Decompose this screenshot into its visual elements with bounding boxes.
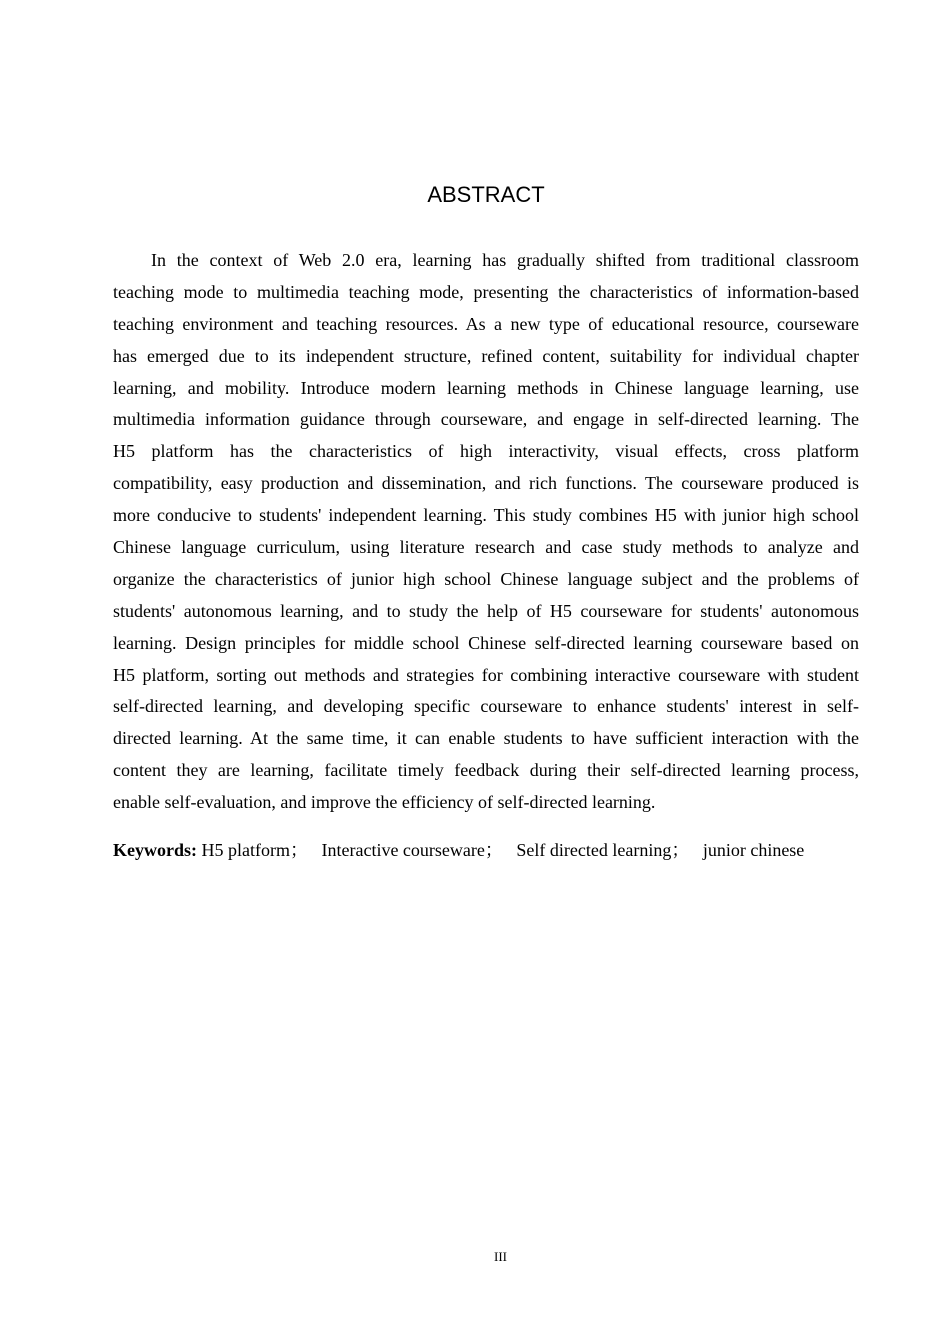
- abstract-line: H5 platform has the characteristics of high interactivity, visual effects, cross platform: [113, 441, 859, 462]
- abstract-body: [113, 244, 859, 818]
- abstract-line: has emerged due to its independent structure, refined content, suitability for individual chapter: [113, 345, 859, 366]
- keywords-line: [113, 834, 804, 866]
- keyword-item: H5 platform；: [201, 840, 308, 860]
- abstract-line: more conducive to students' independent learning. This study combines H5 with junior high school: [113, 505, 859, 526]
- abstract-title: ABSTRACT: [427, 182, 545, 207]
- abstract-line: teaching environment and teaching resources. As a new type of educational resource, courseware: [113, 313, 859, 334]
- abstract-line: organize the characteristics of junior high school Chinese language subject and the problems of: [113, 568, 859, 589]
- abstract-line: learning. Design principles for middle school Chinese self-directed learning courseware based on: [113, 632, 859, 653]
- abstract-line: content they are learning, facilitate timely feedback during their self-directed learning process,: [113, 760, 859, 781]
- abstract-line: H5 platform, sorting out methods and strategies for combining interactive courseware with student: [113, 664, 859, 685]
- page-number: III: [494, 1249, 507, 1264]
- abstract-line: enable self-evaluation, and improve the efficiency of self-directed learning.: [113, 792, 656, 813]
- abstract-line: compatibility, easy production and dissemination, and rich functions. The courseware produced is: [113, 473, 859, 494]
- keywords-label: Keywords:: [113, 840, 197, 860]
- abstract-line: Chinese language curriculum, using literature research and case study methods to analyze and: [113, 537, 859, 558]
- abstract-line: teaching mode to multimedia teaching mode, presenting the characteristics of information-based: [113, 281, 859, 302]
- abstract-line: In the context of Web 2.0 era, learning has gradually shifted from traditional classroom: [151, 250, 859, 270]
- abstract-line: directed learning. At the same time, it can enable students to have sufficient interaction with the: [113, 728, 859, 749]
- abstract-line: students' autonomous learning, and to study the help of H5 courseware for students' autonomous: [113, 600, 859, 621]
- abstract-line: multimedia information guidance through courseware, and engage in self-directed learning. The: [113, 409, 859, 430]
- abstract-line: self-directed learning, and developing specific courseware to enhance students' interest in self-: [113, 696, 859, 717]
- keyword-item: Interactive courseware；: [321, 840, 503, 860]
- keyword-item: junior chinese: [702, 840, 805, 860]
- keyword-item: Self directed learning；: [516, 840, 690, 860]
- abstract-line: learning, and mobility. Introduce modern learning methods in Chinese language learning, use: [113, 377, 859, 398]
